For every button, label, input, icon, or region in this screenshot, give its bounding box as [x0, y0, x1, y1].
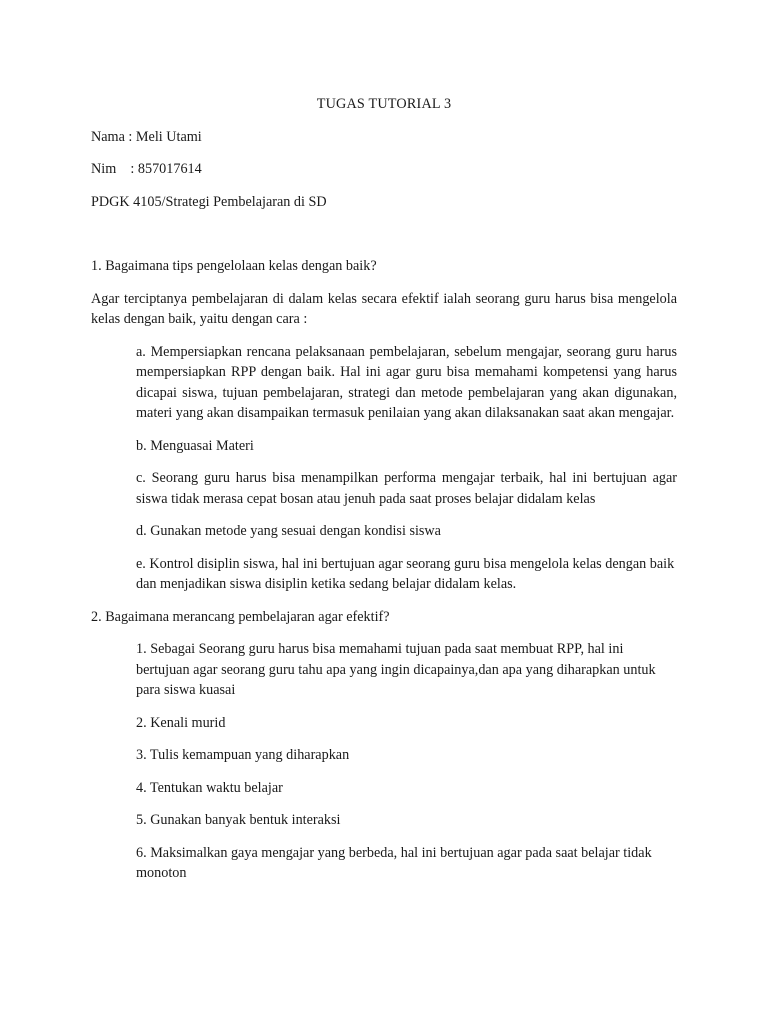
student-name: Nama : Meli Utami	[91, 128, 202, 145]
answer-1-item-a: a. Mempersiapkan rencana pelaksanaan pembelajaran, sebelum mengajar, seorang guru harus mempersiapkan RPP dengan baik. Hal ini agar guru bisa memahami kompetensi yang harus dicapai siswa, tujuan pembelajaran, strategi dan metode pembelajaran yang akan digunakan, materi yang akan disampaikan termasuk penilaian yang akan dilaksanakan saat akan mengajar.	[136, 343, 677, 421]
document-body	[91, 94, 677, 896]
answer-1-item-c: c. Seorang guru harus bisa menampilkan performa mengajar terbaik, hal ini bertujuan agar siswa tidak merasa cepat bosan atau jenuh pada saat proses belajar didalam kelas	[136, 470, 677, 507]
answer-2-item-5: 5. Gunakan banyak bentuk interaksi	[136, 812, 341, 828]
answer-2-item-1: 1. Sebagai Seorang guru harus bisa memahami tujuan pada saat membuat RPP, hal ini bertujuan agar seorang guru tahu apa yang ingin dicapainya,dan apa yang diharapkan untuk para siswa kuasai	[136, 641, 656, 698]
answer-1-item-e: e. Kontrol disiplin siswa, hal ini bertujuan agar seorang guru bisa mengelola kelas dengan baik dan menjadikan siswa disiplin ketika sedang belajar didalam kelas.	[136, 555, 675, 592]
answer-2-item-2: 2. Kenali murid	[136, 714, 226, 731]
answer-2-item-3: 3. Tulis kemampuan yang diharapkan	[136, 747, 350, 763]
answer-1-item-d: d. Gunakan metode yang sesuai dengan kondisi siswa	[136, 523, 441, 539]
question-1: 1. Bagaimana tips pengelolaan kelas dengan baik?	[91, 258, 377, 274]
answer-2-item-4: 4. Tentukan waktu belajar	[136, 779, 283, 796]
student-nim: Nim : 857017614	[91, 161, 202, 177]
course-code: PDGK 4105/Strategi Pembelajaran di SD	[91, 193, 327, 210]
answer-2-item-6: 6. Maksimalkan gaya mengajar yang berbeda, hal ini bertujuan agar pada saat belajar tidak monoton	[136, 844, 652, 881]
answer-1-item-b: b. Menguasai Materi	[136, 437, 254, 454]
question-2: 2. Bagaimana merancang pembelajaran agar efektif?	[91, 608, 390, 625]
document-title: TUGAS TUTORIAL 3	[316, 96, 452, 112]
answer-1-intro: Agar terciptanya pembelajaran di dalam kelas secara efektif ialah seorang guru harus bisa mengelola kelas dengan baik, yaitu dengan cara :	[91, 290, 677, 327]
